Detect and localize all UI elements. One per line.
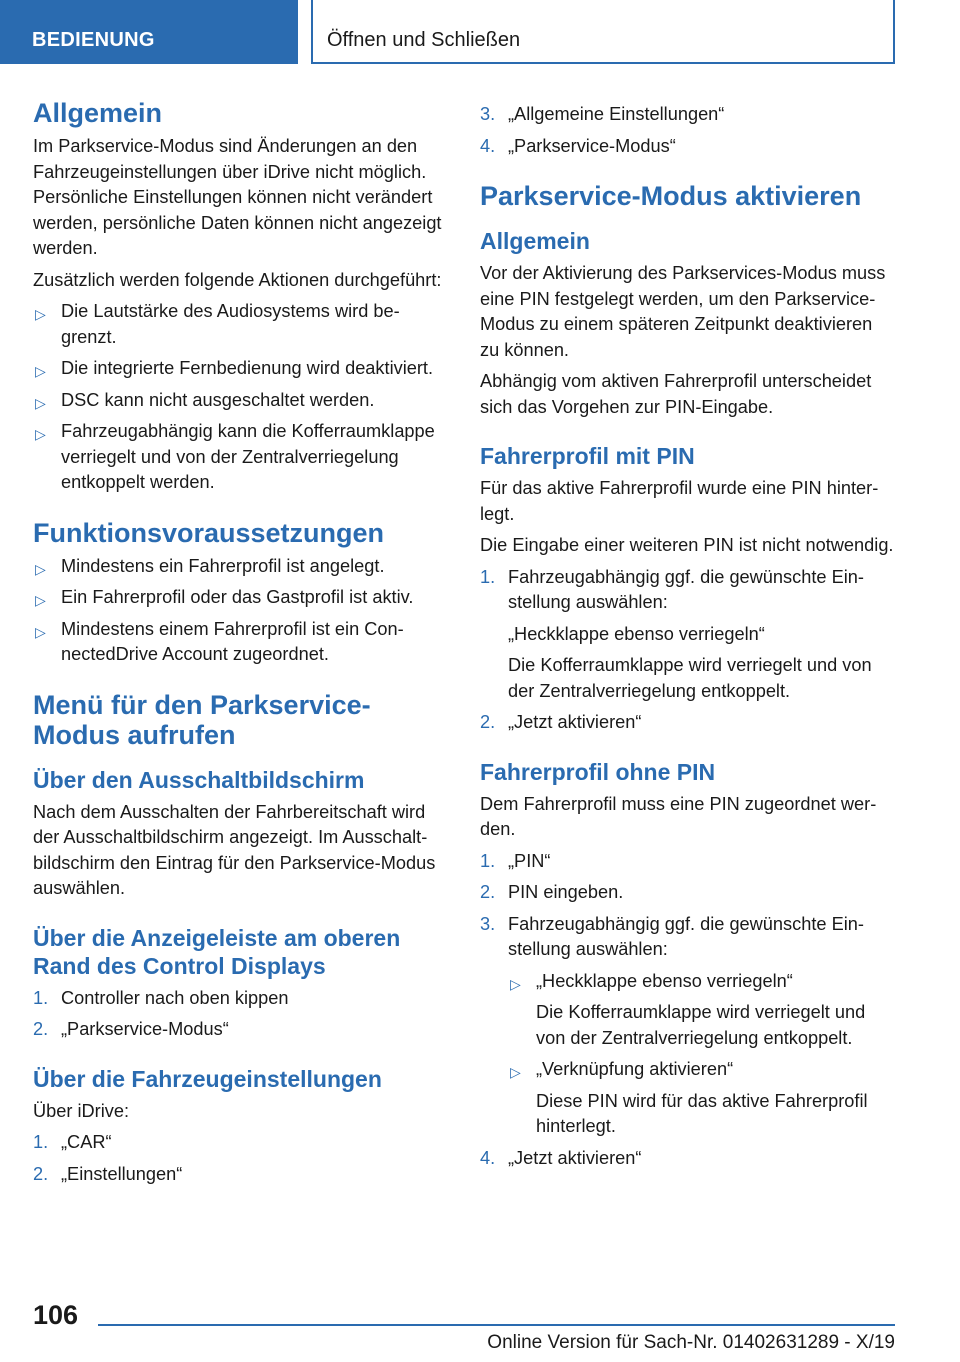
option-note: Die Kofferraumklappe wird verriegelt und von der Zentralverriegelung entkoppelt. bbox=[536, 1002, 866, 1048]
step-number: 2. bbox=[480, 712, 496, 732]
general-paragraph-2: Zusätzlich werden folgende Aktionen durchgeführt: bbox=[33, 269, 442, 290]
without-pin-heading: Fahrerprofil ohne PIN bbox=[480, 758, 716, 785]
activate-heading: Parkservice-Modus aktivieren bbox=[480, 181, 862, 211]
list-item bbox=[480, 880, 896, 906]
triangle-bullet-icon: ▷ bbox=[510, 975, 521, 992]
general-paragraph-1: Vor der Aktivierung des Parkservices-Modus muss eine PIN festgelegt werden, um den Parkservice-Modus zu einem späteren Zeitpunkt deaktivieren zu können. bbox=[480, 263, 886, 360]
list-item bbox=[480, 710, 896, 736]
list-item bbox=[33, 986, 447, 1012]
list-item bbox=[480, 849, 896, 875]
section-tab: BEDIENUNG bbox=[0, 0, 298, 64]
shutdown-screen-heading: Über den Ausschaltbildschirm bbox=[33, 766, 365, 793]
list-item bbox=[33, 299, 447, 350]
list-item-text: Fahrzeugabhängig kann die Kofferraumklappe verriegelt und von der Zentralverriegelung entkoppelt werden. bbox=[61, 421, 435, 492]
option-label: „Heckklappe ebenso verriegeln“ bbox=[508, 623, 765, 644]
step-text: „Parkservice-Modus“ bbox=[508, 135, 676, 156]
right-column bbox=[480, 102, 896, 1177]
step-text: „CAR“ bbox=[61, 1132, 112, 1152]
step-number: 2. bbox=[480, 882, 496, 902]
with-pin-paragraph-2: Die Eingabe einer weiteren PIN ist nicht notwendig. bbox=[480, 535, 894, 555]
step-number: 1. bbox=[480, 566, 496, 587]
footer-divider bbox=[98, 1324, 895, 1326]
status-bar-steps bbox=[33, 986, 447, 1043]
list-item-text: Mindestens ein Fahrerprofil ist angelegt. bbox=[61, 555, 385, 576]
list-item bbox=[33, 585, 447, 611]
step-number: 2. bbox=[33, 1019, 49, 1039]
left-column bbox=[33, 98, 447, 1193]
step-text: „Jetzt aktivieren“ bbox=[508, 712, 642, 732]
list-item bbox=[480, 1146, 896, 1172]
general-paragraph-2: Abhängig vom aktiven Fahrerprofil unterscheidet sich das Vorgehen zur PIN-Eingabe. bbox=[480, 371, 872, 417]
step-number: 1. bbox=[33, 1132, 49, 1152]
vehicle-settings-steps bbox=[33, 1130, 447, 1187]
prerequisites-heading: Funktionsvoraussetzungen bbox=[33, 517, 385, 548]
list-item bbox=[508, 969, 896, 1052]
general-paragraph-1: Im Parkservice-Modus sind Änderungen an den Fahrzeugeinstellungen über iDrive nicht möglich. Persönliche Einstellungen können nicht verändert werden, persönliche Daten können nicht angezeigt werden. bbox=[33, 136, 442, 258]
list-item bbox=[33, 617, 447, 668]
list-item bbox=[508, 1057, 896, 1140]
step-number: 1. bbox=[480, 850, 496, 871]
step-text: „Einstellungen“ bbox=[61, 1163, 183, 1184]
list-item bbox=[480, 912, 896, 1140]
vehicle-settings-paragraph: Über iDrive: bbox=[33, 1100, 130, 1121]
list-item bbox=[33, 356, 447, 382]
triangle-bullet-icon: ▷ bbox=[510, 1064, 521, 1080]
menu-heading: Menü für den Parkservice-Modus aufrufen bbox=[33, 689, 371, 750]
list-item-text: Ein Fahrerprofil oder das Gastprofil ist aktiv. bbox=[61, 587, 414, 607]
step-text: Controller nach oben kippen bbox=[61, 987, 289, 1008]
step-text: „Jetzt aktivieren“ bbox=[508, 1147, 642, 1168]
list-item-text: DSC kann nicht ausgeschaltet werden. bbox=[61, 389, 375, 410]
step-text: „Parkservice-Modus“ bbox=[61, 1019, 229, 1039]
step-text: „Allgemeine Einstellungen“ bbox=[508, 104, 725, 124]
option-label: „Heckklappe ebenso verriegeln“ bbox=[536, 970, 793, 991]
step-number: 3. bbox=[480, 104, 496, 124]
list-item bbox=[33, 1017, 447, 1043]
step-number: 2. bbox=[33, 1163, 49, 1184]
list-item bbox=[33, 388, 447, 414]
step-text: Fahrzeugabhängig ggf. die gewünschte Einstellung auswählen: bbox=[508, 913, 864, 959]
continued-steps bbox=[480, 102, 896, 159]
with-pin-paragraph-1: Für das aktive Fahrerprofil wurde eine PIN hinterlegt. bbox=[480, 478, 879, 524]
option-list bbox=[508, 969, 896, 1140]
list-item bbox=[480, 102, 896, 128]
general-heading: Allgemein bbox=[480, 228, 590, 254]
option-note: Diese PIN wird für das aktive Fahrerprofil hinterlegt. bbox=[536, 1090, 868, 1136]
status-bar-heading: Über die Anzeigeleiste am oberen Rand des Control Displays bbox=[33, 924, 401, 979]
step-number: 4. bbox=[480, 1147, 496, 1168]
step-text: Fahrzeugabhängig ggf. die gewünschte Einstellung auswählen: bbox=[508, 566, 864, 612]
prerequisites-list bbox=[33, 554, 447, 668]
triangle-bullet-icon: ▷ bbox=[35, 394, 46, 411]
list-item bbox=[33, 419, 447, 496]
without-pin-steps bbox=[480, 849, 896, 1172]
step-number: 4. bbox=[480, 135, 496, 156]
triangle-bullet-icon: ▷ bbox=[35, 592, 46, 608]
list-item bbox=[33, 554, 447, 580]
triangle-bullet-icon: ▷ bbox=[35, 560, 46, 577]
vehicle-settings-heading: Über die Fahrzeugeinstellungen bbox=[33, 1065, 382, 1092]
shutdown-screen-paragraph: Nach dem Ausschalten der Fahrbereitschaft wird der Ausschaltbildschirm angezeigt. Im Ausschaltbildschirm den Eintrag für den Parkservice-Modus auswählen. bbox=[33, 801, 436, 898]
triangle-bullet-icon: ▷ bbox=[35, 363, 46, 379]
step-text: „PIN“ bbox=[508, 850, 551, 871]
actions-list bbox=[33, 299, 447, 496]
list-item-text: Die Lautstärke des Audiosystems wird begrenzt. bbox=[61, 301, 400, 347]
chapter-title: Öffnen und Schließen bbox=[311, 0, 895, 64]
triangle-bullet-icon: ▷ bbox=[35, 426, 46, 442]
list-item bbox=[480, 565, 896, 705]
list-item bbox=[480, 134, 896, 160]
step-text: PIN eingeben. bbox=[508, 882, 624, 902]
option-label: „Verknüpfung aktivieren“ bbox=[536, 1059, 734, 1079]
without-pin-paragraph: Dem Fahrerprofil muss eine PIN zugeordnet werden. bbox=[480, 793, 877, 839]
general-heading: Allgemein bbox=[33, 98, 163, 128]
triangle-bullet-icon: ▷ bbox=[35, 306, 46, 322]
page-number: 106 bbox=[33, 1300, 79, 1330]
list-item bbox=[33, 1130, 447, 1156]
step-number: 1. bbox=[33, 987, 49, 1008]
step-number: 3. bbox=[480, 913, 496, 934]
with-pin-heading: Fahrerprofil mit PIN bbox=[480, 443, 695, 469]
triangle-bullet-icon: ▷ bbox=[35, 623, 46, 640]
with-pin-steps bbox=[480, 565, 896, 736]
online-version-text: Online Version für Sach-Nr. 01402631289 - X/19 bbox=[487, 1332, 895, 1353]
list-item bbox=[33, 1162, 447, 1188]
option-note: Die Kofferraumklappe wird verriegelt und von der Zentralverriegelung entkoppelt. bbox=[508, 655, 872, 701]
list-item-text: Mindestens einem Fahrerprofil ist ein ConnectedDrive Account zugeordnet. bbox=[61, 618, 404, 664]
list-item-text: Die integrierte Fernbedienung wird deaktiviert. bbox=[61, 358, 434, 378]
